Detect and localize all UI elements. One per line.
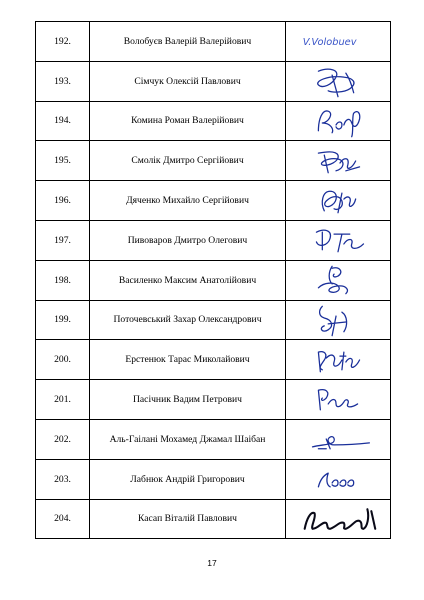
table-row xyxy=(36,499,391,539)
person-name: Поточевський Захар Олександрович xyxy=(90,300,286,340)
signature-cell xyxy=(286,419,391,459)
table-row xyxy=(36,300,391,340)
table-row xyxy=(36,340,391,380)
signature-image xyxy=(289,382,387,418)
row-number: 204. xyxy=(36,499,90,539)
page-number: 17 xyxy=(207,558,217,568)
table-row xyxy=(36,141,391,181)
row-number: 195. xyxy=(36,141,90,181)
signature-cell xyxy=(286,22,391,62)
table-row xyxy=(36,380,391,420)
table-row xyxy=(36,181,391,221)
person-name: Касап Віталій Павлович xyxy=(90,499,286,539)
table-row xyxy=(36,22,391,62)
row-number: 200. xyxy=(36,340,90,380)
signature-cell xyxy=(286,300,391,340)
signature-cell xyxy=(286,101,391,141)
row-number: 197. xyxy=(36,220,90,260)
signature-cell xyxy=(286,459,391,499)
signature-image xyxy=(289,103,387,139)
signature-image xyxy=(289,342,387,378)
signature-cell xyxy=(286,141,391,181)
person-name: Аль-Гаілані Мохамед Джамал Шаібан xyxy=(90,419,286,459)
person-name: Пивоваров Дмитро Олегович xyxy=(90,220,286,260)
signature-image xyxy=(289,23,387,59)
table-row xyxy=(36,61,391,101)
signature-cell xyxy=(286,181,391,221)
signature-image xyxy=(289,63,387,99)
row-number: 201. xyxy=(36,380,90,420)
row-number: 193. xyxy=(36,61,90,101)
row-number: 202. xyxy=(36,419,90,459)
signature-image xyxy=(289,143,387,179)
row-number: 192. xyxy=(36,22,90,62)
row-number: 198. xyxy=(36,260,90,300)
person-name: Василенко Максим Анатолійович xyxy=(90,260,286,300)
signature-image xyxy=(289,262,387,298)
person-name: Сімчук Олексій Павлович xyxy=(90,61,286,101)
person-name: Смолік Дмитро Сергійович xyxy=(90,141,286,181)
signature-image xyxy=(289,461,387,497)
table-row xyxy=(36,459,391,499)
person-name: Дяченко Михайло Сергійович xyxy=(90,181,286,221)
signature-image xyxy=(289,421,387,457)
signature-cell xyxy=(286,499,391,539)
signature-text: V.Volobuev xyxy=(302,37,357,49)
person-name: Ерстенюк Тарас Миколайович xyxy=(90,340,286,380)
signature-cell xyxy=(286,220,391,260)
row-number: 199. xyxy=(36,300,90,340)
table-row xyxy=(36,260,391,300)
table-row xyxy=(36,220,391,260)
person-name: Волобуєв Валерій Валерійович xyxy=(90,22,286,62)
person-name: Пасічник Вадим Петрович xyxy=(90,380,286,420)
row-number: 196. xyxy=(36,181,90,221)
row-number: 203. xyxy=(36,459,90,499)
person-name: Лабнюк Андрій Григорович xyxy=(90,459,286,499)
table-row xyxy=(36,101,391,141)
signature-image xyxy=(289,501,387,537)
row-number: 194. xyxy=(36,101,90,141)
signature-cell xyxy=(286,61,391,101)
signature-image xyxy=(289,183,387,219)
signature-image xyxy=(289,222,387,258)
signature-cell xyxy=(286,380,391,420)
signature-cell xyxy=(286,260,391,300)
signature-table xyxy=(35,21,391,539)
table-row xyxy=(36,419,391,459)
signature-cell xyxy=(286,340,391,380)
signature-image xyxy=(289,302,387,338)
person-name: Комина Роман Валерійович xyxy=(90,101,286,141)
